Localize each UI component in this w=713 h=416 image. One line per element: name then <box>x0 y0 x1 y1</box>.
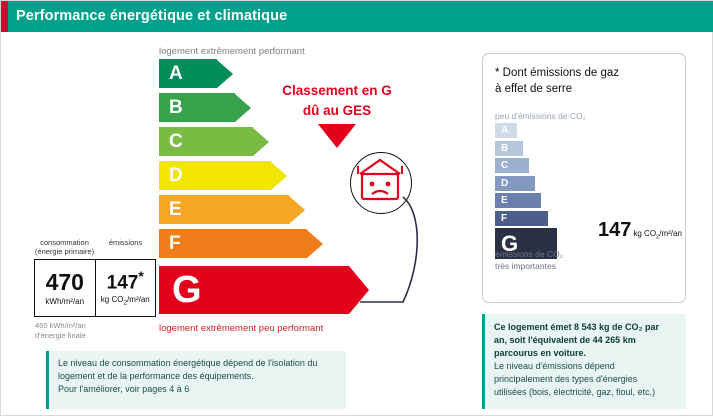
energy-bar-e <box>159 195 323 224</box>
ges-scale-bottom-label <box>495 249 563 273</box>
consumption-box-headers <box>34 239 156 256</box>
emissions-cell <box>95 260 156 316</box>
classement-line2: dû au GES <box>302 102 372 118</box>
note-right-line5: principalement des types d'énergies <box>494 374 638 385</box>
note-left-line2: logement et de la performance des équipements. <box>58 371 254 382</box>
note-left-line3: Pour l'améliorer, voir pages 4 à 6 <box>58 384 190 395</box>
scale-bottom-label: logement extrêmement peu performant <box>159 323 324 334</box>
primary-energy-unit: kWh/m²/an <box>45 296 85 306</box>
emissions-value: 147 <box>106 272 139 294</box>
consumption-box <box>34 259 156 317</box>
ges-value-unit-rest: /m²/an <box>659 229 682 238</box>
energy-bar-arrow <box>217 60 233 88</box>
energy-bar-d <box>159 161 323 190</box>
energy-bar-c <box>159 127 323 156</box>
ges-bar-c <box>495 158 529 173</box>
ges-bar-letter: B <box>501 142 509 154</box>
page-title: Performance énergétique et climatique <box>16 8 288 24</box>
ges-bar-letter: F <box>501 212 508 224</box>
consumption-header-line1: consommation <box>40 238 89 247</box>
note-right-line4: Le niveau d'émissions dépend <box>494 361 615 372</box>
energy-bar-letter: A <box>169 63 183 84</box>
ges-bar-f <box>495 211 548 226</box>
emissions-unit <box>101 295 150 307</box>
emissions-header: émissions <box>108 238 143 247</box>
ges-scale-top-label: peu d'émissions de CO₂ <box>495 111 586 121</box>
emissions-value-wrap <box>107 269 144 292</box>
note-right-line3: parcourus en voiture. <box>494 348 587 359</box>
emissions-unit-rest: /m²/an <box>127 295 150 305</box>
ges-bar-d <box>495 176 535 191</box>
energy-bar-letter: B <box>169 97 183 118</box>
energy-bar-arrow <box>289 196 305 224</box>
ges-bar-e <box>495 193 541 208</box>
ges-bar-a <box>495 123 517 138</box>
classement-annotation <box>267 81 407 120</box>
emissions-star: * <box>138 268 144 285</box>
ges-value <box>598 220 682 241</box>
ges-bar-letter: E <box>501 195 508 206</box>
energy-bar-arrow <box>307 230 323 258</box>
house-connector <box>350 152 450 322</box>
consumption-header-line2: (énergie primaire) <box>34 246 95 256</box>
ges-value-unit-sub: 2 <box>656 234 660 241</box>
ges-value-unit-main: kg CO <box>633 229 657 238</box>
consumption-footnote-line2: d'énergie finale <box>35 331 86 341</box>
ges-bar-letter: C <box>501 160 509 171</box>
consumption-footnote-line1: 460 kWh/m²/an <box>35 321 86 330</box>
energy-bar-arrow <box>253 128 269 156</box>
house-icon <box>358 160 402 199</box>
energy-bar-letter: D <box>169 165 183 186</box>
ges-foot-line2: très importantes <box>495 260 556 271</box>
ges-scale-bars <box>495 123 557 262</box>
primary-energy-value: 470 <box>45 268 84 295</box>
note-left-line1: Le niveau de consommation énergétique dépend de l'isolation du <box>58 358 318 368</box>
energy-bar-f <box>159 229 323 258</box>
page-header <box>1 1 713 32</box>
ges-bar-letter: G <box>501 230 519 256</box>
energy-bar-letter: G <box>172 269 202 311</box>
header-accent-bar <box>1 1 8 32</box>
emissions-unit-sub: 2 <box>123 299 128 307</box>
ges-title-line1: * Dont émissions de gaz <box>495 67 620 79</box>
ges-card-title <box>495 65 675 97</box>
energy-bar-arrow <box>271 162 287 190</box>
consumption-footnote <box>35 321 86 341</box>
energy-bar-g-current <box>159 266 369 314</box>
note-right-line2: an, soit l'équivalent de 44 265 km <box>494 335 636 346</box>
emissions-unit-main: kg CO <box>100 295 124 305</box>
ges-bar-letter: D <box>501 177 509 189</box>
ges-title-line2: à effet de serre <box>495 83 573 96</box>
ges-value-unit <box>633 229 682 241</box>
energy-bar-letter: E <box>169 199 182 220</box>
note-emissions <box>482 314 686 409</box>
down-triangle-icon <box>318 124 356 148</box>
note-right-line1: Ce logement émet 8 543 kg de CO₂ par <box>494 322 660 332</box>
ges-foot-line1: émissions de CO₂ <box>495 249 564 259</box>
primary-energy-cell <box>35 260 95 316</box>
classement-line1: Classement en G <box>282 83 392 98</box>
scale-top-label: logement extrêmement performant <box>159 46 305 57</box>
energy-bar-arrow <box>235 94 251 122</box>
note-right-line6: utilisées (bois, électricité, gaz, fioul, etc.) <box>494 387 656 398</box>
energy-bar-letter: C <box>169 131 183 152</box>
energy-bar-letter: F <box>169 233 181 254</box>
note-consumption <box>46 351 346 409</box>
ges-value-number: 147 <box>598 219 632 241</box>
ges-bar-letter: A <box>501 125 509 136</box>
ges-bar-b <box>495 141 523 156</box>
